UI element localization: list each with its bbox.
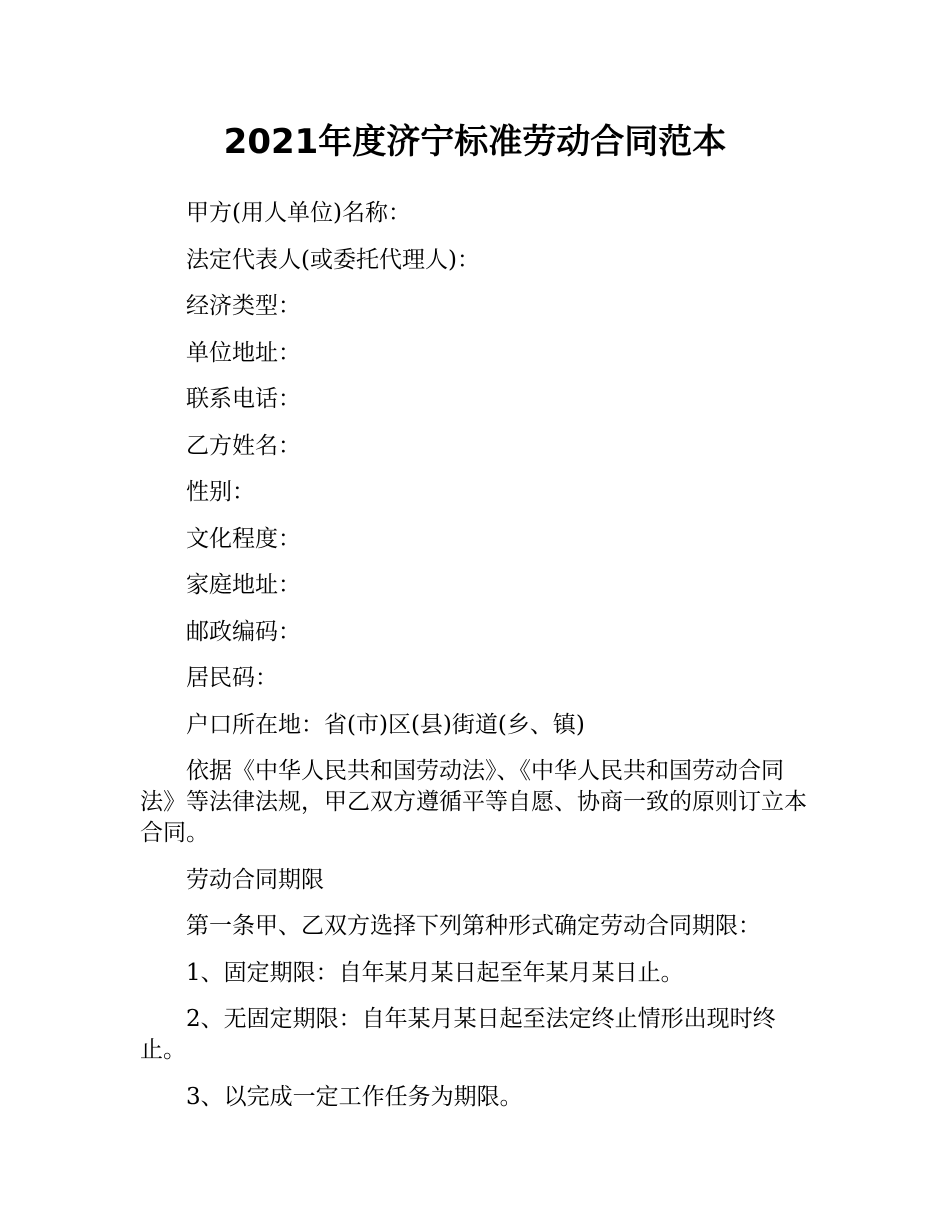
list-item-open-ended: 2、无固定期限：自年某月某日起至法定终止情形出现时终止。 — [140, 1006, 776, 1063]
list-item-task-based: 3、以完成一定工作任务为期限。 — [186, 1083, 523, 1110]
field-party-b-name: 乙方姓名： — [186, 432, 301, 459]
field-postal-code: 邮政编码： — [186, 618, 301, 645]
field-household-registration: 户口所在地：省(市)区(县)街道(乡、镇) — [186, 711, 585, 738]
document-body — [140, 198, 812, 1128]
field-legal-representative: 法定代表人(或委托代理人)： — [186, 246, 480, 273]
field-contact-phone: 联系电话： — [186, 386, 301, 412]
field-economic-type: 经济类型： — [186, 293, 301, 319]
field-party-a-name: 甲方(用人单位)名称： — [186, 200, 411, 226]
section-heading-contract-term: 劳动合同期限 — [186, 866, 324, 893]
paragraph-legal-basis: 依据《中华人民共和国劳动法》、《中华人民共和国劳动合同法》等法律法规，甲乙双方遵循平等自愿、协商一致的原则订立本合同。 — [140, 758, 807, 846]
article-1: 第一条甲、乙双方选择下列第种形式确定劳动合同期限： — [186, 913, 761, 939]
field-company-address: 单位地址： — [186, 339, 301, 366]
list-item-fixed-term: 1、固定期限：自年某月某日起至年某月某日止。 — [186, 959, 684, 986]
field-education: 文化程度： — [186, 525, 301, 552]
field-gender: 性别： — [186, 479, 255, 505]
field-home-address: 家庭地址： — [186, 572, 301, 598]
field-resident-code: 居民码： — [186, 665, 278, 691]
document-title: 2021年度济宁标准劳动合同范本 — [223, 122, 727, 162]
